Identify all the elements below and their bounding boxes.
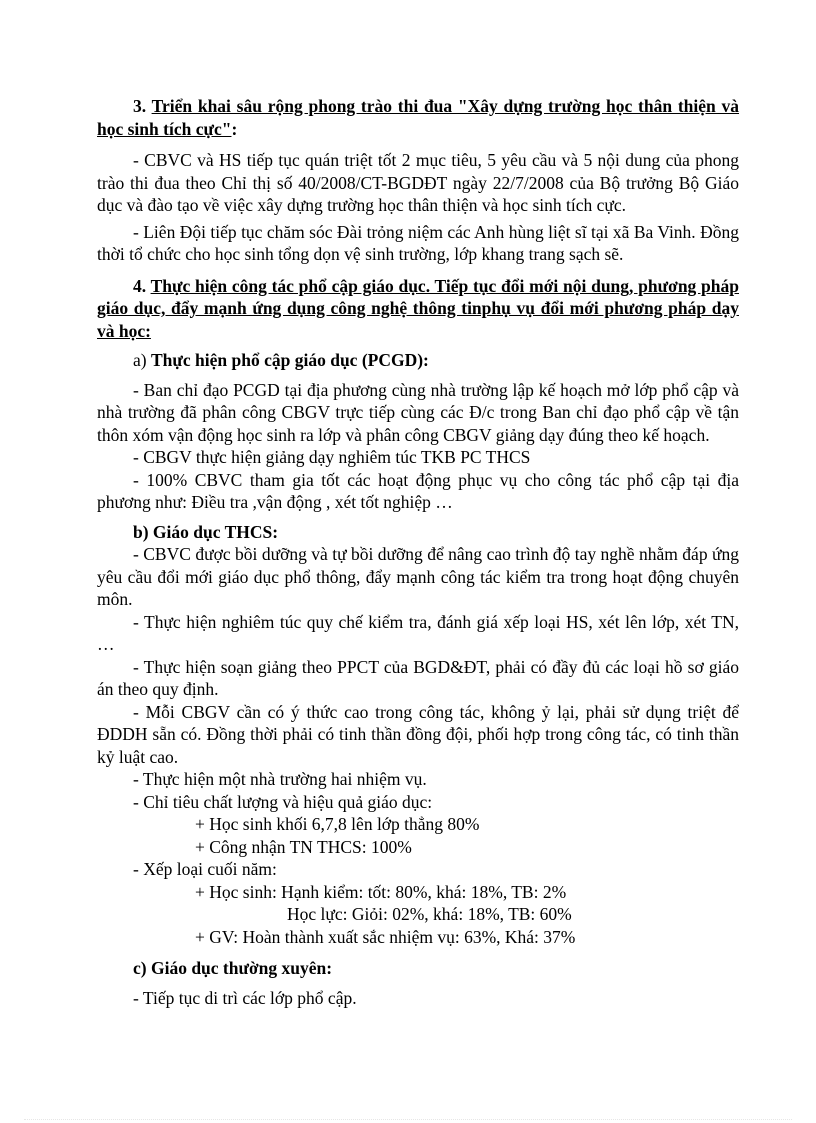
subsection-a-label: a) — [133, 350, 151, 370]
subsection-a-paragraph: - 100% CBVC tham gia tốt các hoạt động phục vụ cho công tác phổ cập tại địa phương như: Điều tra ,vận động , xét tốt nghiệp … — [97, 469, 739, 512]
subsection-b-subitem: + Học sinh khối 6,7,8 lên lớp thẳng 80% — [195, 814, 480, 834]
subsection-b-item: - Xếp loại cuối năm: — [133, 859, 277, 879]
section-3-title: Triển khai sâu rộng phong trào thi đua "Xây dựng trường học thân thiện và học sinh tích cực" — [97, 96, 740, 139]
subsection-a-paragraph: - Ban chỉ đạo PCGD tại địa phương cùng nhà trường lập kế hoạch mở lớp phổ cập và nhà trường đã phân công CBGV trực tiếp cùng các Đ/c trong Ban chỉ đạo phổ cập về tận thôn xóm vận động học sinh ra lớp và phân công CBGV giảng dạy đúng theo kế hoạch. — [97, 379, 739, 445]
subsection-b-paragraph: - Mỗi CBGV cần có ý thức cao trong công tác, không ỷ lại, phải sử dụng triệt để ĐDDH sẵn có. Đồng thời phải có tinh thần đồng đội, phối hợp trong công tác, có tinh thần kỷ luật cao. — [97, 701, 739, 767]
subsection-a-paragraph: - CBGV thực hiện giảng dạy nghiêm túc TKB PC THCS — [133, 447, 531, 467]
subsection-b-subitem: + Công nhận TN THCS: 100% — [195, 836, 412, 857]
section-4-title: Thực hiện công tác phổ cập giáo dục. Tiếp tục đổi mới nội dung, phương pháp giáo dục, đẩy mạnh ứng dụng công nghệ thông tinphụ vụ đổi mới phương pháp dạy và học: — [97, 275, 739, 341]
section-3-colon: : — [231, 118, 238, 139]
subsection-b-heading: b) Giáo dục THCS: — [133, 521, 279, 542]
subsection-b-paragraph: - Thực hiện nghiêm túc quy chế kiểm tra, đánh giá xếp loại HS, xét lên lớp, xét TN, … — [97, 611, 739, 654]
section-3-paragraph: - Liên Đội tiếp tục chăm sóc Đài trỏng niệm các Anh hùng liệt sĩ tại xã Ba Vinh. Đồng thời tổ chức cho học sinh tổng dọn vệ sinh trường, lớp khang trang sạch sẽ. — [97, 221, 739, 264]
subsection-a-title: Thực hiện phổ cập giáo dục (PCGD): — [150, 350, 429, 370]
subsection-b-paragraph: - CBVC được bồi dưỡng và tự bồi dưỡng để nâng cao trình độ tay nghề nhằm đáp ứng yêu cầu đổi mới giáo dục phổ thông, đẩy mạnh công tác kiểm tra trong hoạt động chuyên môn. — [97, 544, 739, 609]
section-4-number: 4. — [133, 275, 151, 296]
subsection-b-subitem: + Học sinh: Hạnh kiểm: tốt: 80%, khá: 18%, TB: 2% — [195, 881, 567, 902]
section-4-heading — [97, 275, 739, 343]
subsection-b-subitem: + GV: Hoàn thành xuất sắc nhiệm vụ: 63%, Khá: 37% — [195, 926, 576, 947]
subsection-c-heading: c) Giáo dục thường xuyên: — [133, 958, 333, 978]
section-3-paragraph: - CBVC và HS tiếp tục quán triệt tốt 2 mục tiêu, 5 yêu cầu và 5 nội dung của phong trào thi đua theo Chỉ thị số 40/2008/CT-BGDĐT ngày 22/7/2008 của Bộ trưởng Bộ Giáo dục và đào tạo về việc xây dựng trường học thân thiện và học sinh tích cực. — [97, 150, 739, 215]
subsection-b-item: - Chỉ tiêu chất lượng và hiệu quả giáo dục: — [133, 791, 433, 812]
page-bottom-divider — [24, 1119, 792, 1120]
subsection-a-heading — [97, 349, 739, 372]
subsection-c-item: - Tiếp tục di trì các lớp phổ cập. — [133, 987, 357, 1008]
subsection-b-paragraph: - Thực hiện soạn giảng theo PPCT của BGD&ĐT, phải có đầy đủ các loại hồ sơ giáo án theo quy định. — [97, 656, 739, 699]
section-3-heading — [97, 95, 739, 140]
section-3-number: 3. — [133, 96, 152, 116]
document-body — [97, 95, 739, 1009]
subsection-b-subitem: Học lực: Giỏi: 02%, khá: 18%, TB: 60% — [287, 904, 572, 924]
subsection-b-item: - Thực hiện một nhà trường hai nhiệm vụ. — [133, 769, 427, 789]
